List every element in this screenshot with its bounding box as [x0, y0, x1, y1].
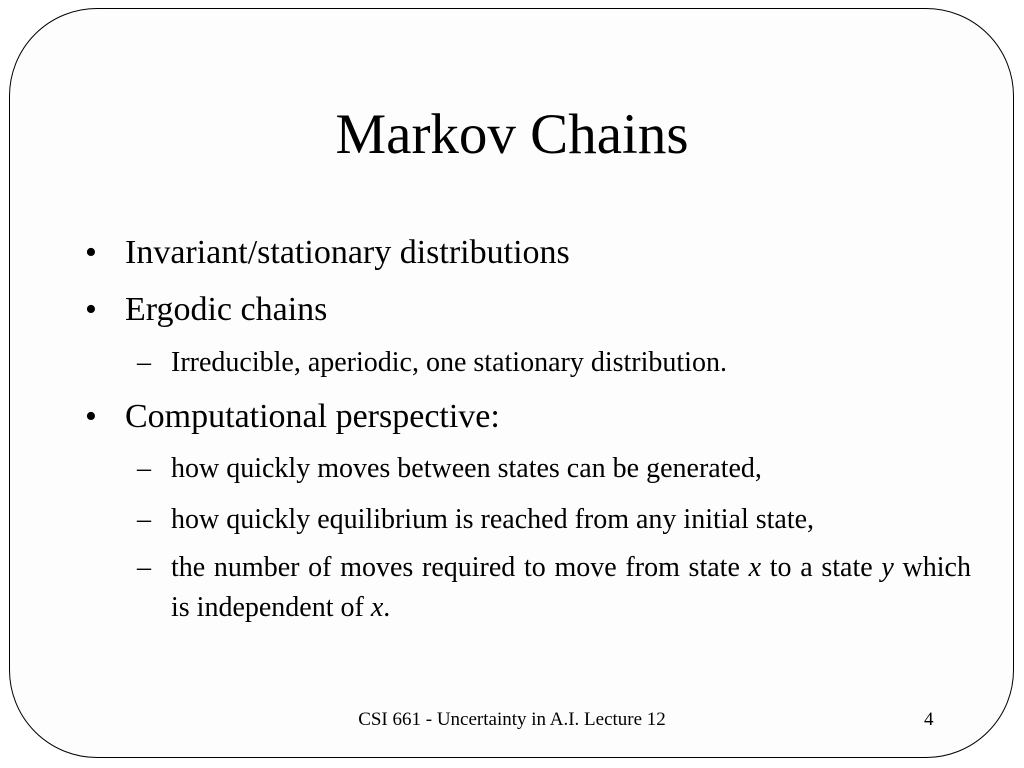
slide-title: Markov Chains [335, 103, 689, 166]
text-segment: to a state [761, 552, 882, 583]
subbullet-marker: – [137, 453, 151, 484]
text-segment: . [383, 592, 391, 623]
math-variable-y: y [881, 552, 894, 583]
bullet-marker: • [85, 398, 97, 435]
bullet-text: Ergodic chains [125, 291, 328, 328]
subbullet-marker: – [137, 552, 151, 583]
bullet-marker: • [85, 291, 97, 328]
footer-page-number: 4 [924, 709, 934, 730]
text-segment: the number of moves required to move from state [171, 552, 749, 583]
subbullet-text [171, 548, 971, 628]
math-variable-x: x [370, 592, 384, 623]
bullet-marker: • [85, 234, 97, 271]
bullet-text: Computational perspective: [125, 398, 500, 435]
bullet-text: Invariant/stationary distributions [125, 234, 570, 271]
subbullet-text: how quickly moves between states can be generated, [171, 453, 762, 484]
subbullet-text: Irreducible, aperiodic, one stationary distribution. [171, 347, 727, 378]
math-variable-x: x [748, 552, 762, 583]
text-segment: which is independent of [171, 552, 971, 623]
subbullet-marker: – [137, 347, 151, 378]
subbullet-text: how quickly equilibrium is reached from any initial state, [171, 504, 815, 535]
footer-course-title: CSI 661 - Uncertainty in A.I. Lecture 12 [358, 709, 666, 730]
subbullet-marker: – [137, 504, 151, 535]
